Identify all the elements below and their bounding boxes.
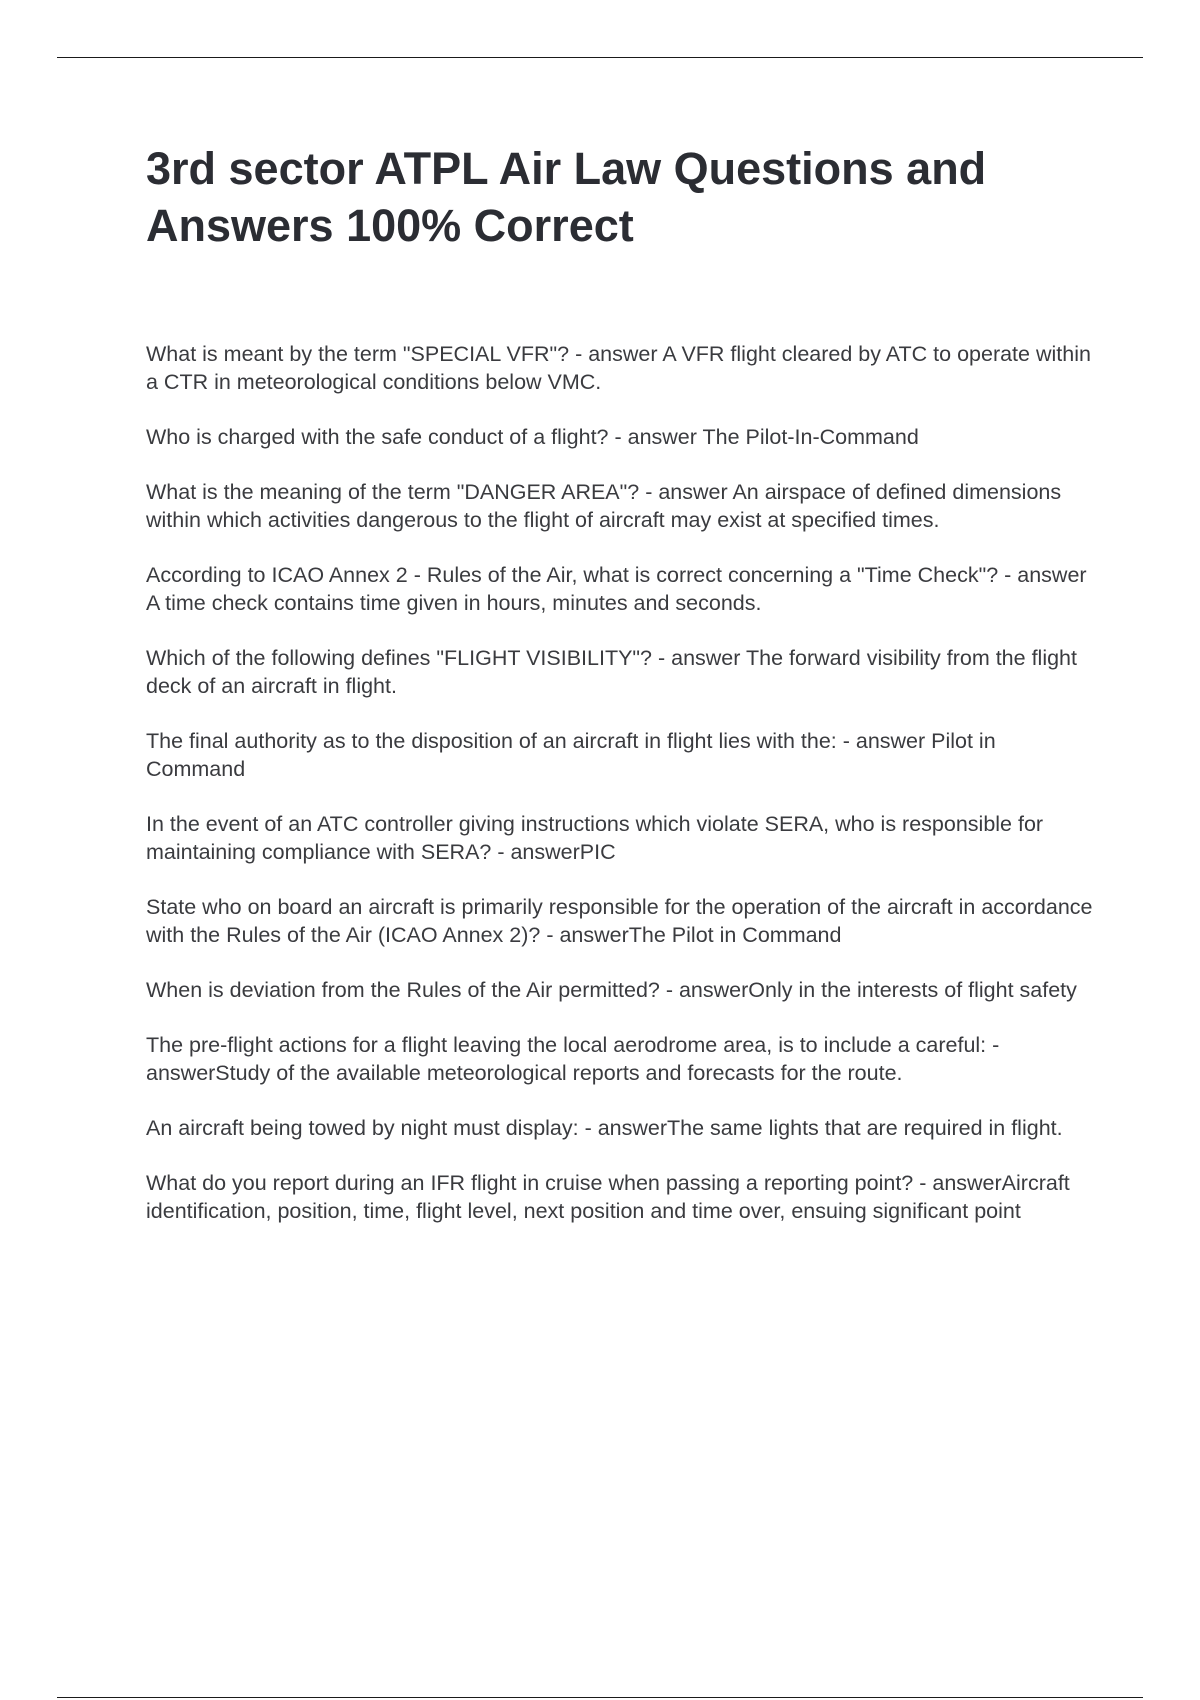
- qa-item: Who is charged with the safe conduct of a flight? - answer The Pilot-In-Command: [146, 425, 919, 449]
- qa-list: [146, 340, 1096, 1225]
- top-rule: [57, 57, 1143, 58]
- qa-item: Which of the following defines "FLIGHT VISIBILITY"? - answer The forward visibility from the flight deck of an aircraft in flight.: [146, 646, 1077, 698]
- qa-item: What is the meaning of the term "DANGER AREA"? - answer An airspace of defined dimensions within which activities dangerous to the flight of aircraft may exist at specified times.: [146, 480, 1062, 532]
- qa-item: An aircraft being towed by night must display: - answerThe same lights that are required in flight.: [146, 1116, 1063, 1140]
- document-body: [146, 140, 1096, 1252]
- qa-item: What do you report during an IFR flight in cruise when passing a reporting point? - answerAircraft identification, position, time, flight level, next position and time over, ensuing significant point: [146, 1171, 1070, 1223]
- qa-item: The pre-flight actions for a flight leaving the local aerodrome area, is to include a careful: - answerStudy of the available meteorological reports and forecasts for the route.: [146, 1033, 1000, 1085]
- qa-item: The final authority as to the disposition of an aircraft in flight lies with the: - answer Pilot in Command: [146, 729, 996, 781]
- qa-item: When is deviation from the Rules of the Air permitted? - answerOnly in the interests of flight safety: [146, 978, 1077, 1002]
- document-title: 3rd sector ATPL Air Law Questions and Answers 100% Correct: [146, 143, 987, 251]
- qa-item: State who on board an aircraft is primarily responsible for the operation of the aircraft in accordance with the Rules of the Air (ICAO Annex 2)? - answerThe Pilot in Command: [146, 895, 1093, 947]
- bottom-rule: [57, 1697, 1143, 1698]
- qa-item: What is meant by the term "SPECIAL VFR"? - answer A VFR flight cleared by ATC to operate within a CTR in meteorological conditions below VMC.: [146, 342, 1091, 394]
- qa-item: In the event of an ATC controller giving instructions which violate SERA, who is responsible for maintaining compliance with SERA? - answerPIC: [146, 812, 1044, 864]
- qa-item: According to ICAO Annex 2 - Rules of the Air, what is correct concerning a "Time Check"? - answer A time check contains time given in hours, minutes and seconds.: [146, 563, 1087, 615]
